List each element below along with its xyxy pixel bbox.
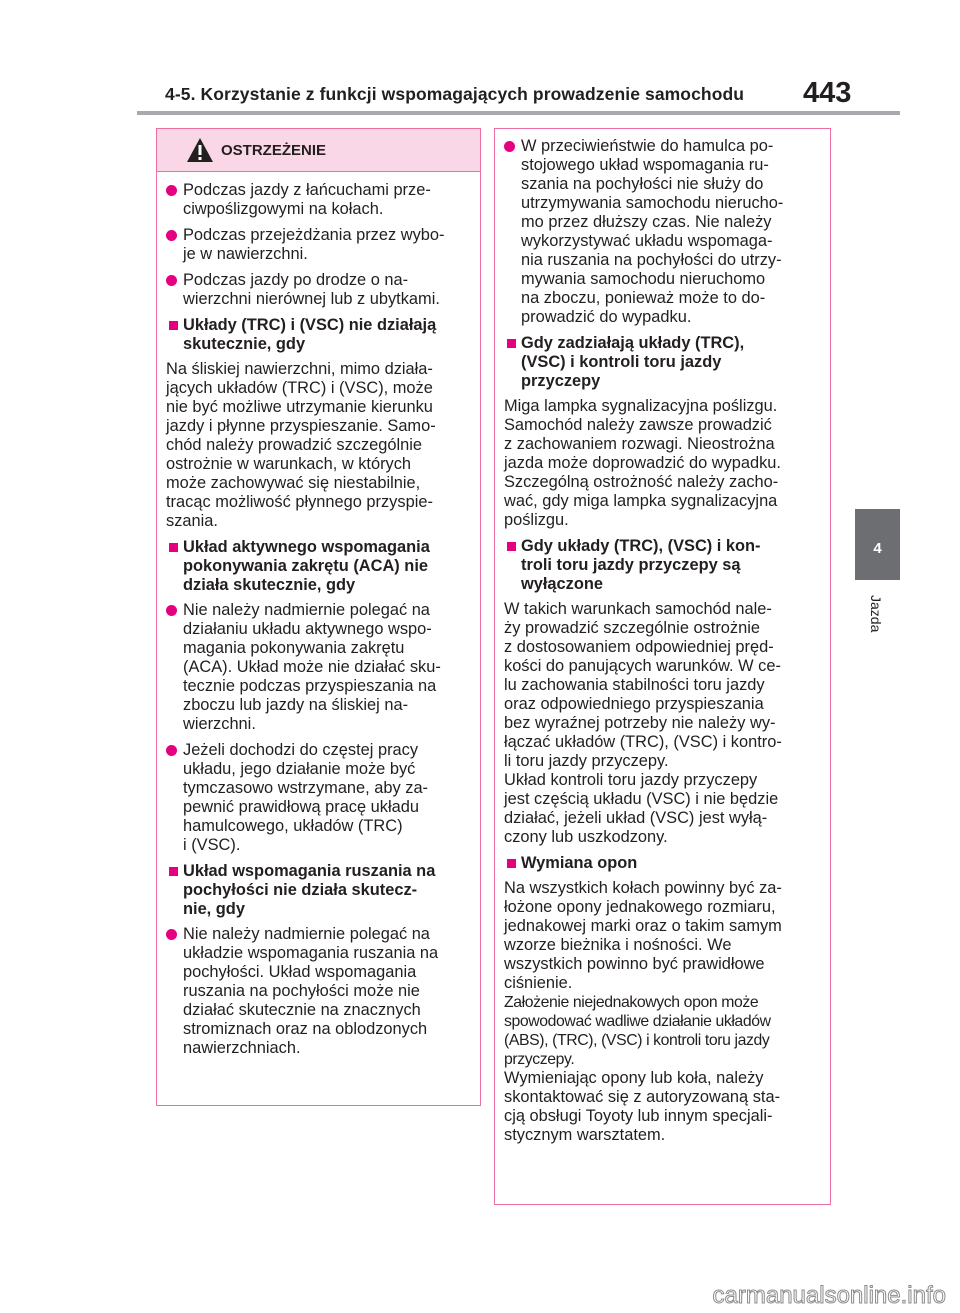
body-paragraph: Na śliskiej nawierzchni, mimo działa- jących układów (TRC) i (VSC), może nie być możliwe utrzymanie kierunku jazdy i płynne przyspieszanie. Samo- chód należy prowadzić szczególnie ostrożnie w warunkach, w których może zachowywać się niestabilnie, tracąc możliwość płynnego przyspie- szania. (166, 360, 436, 530)
section-heading: Układy (TRC) i (VSC) nie działają skutecznie, gdy (166, 316, 476, 354)
section-heading: Wymiana opon (504, 854, 826, 873)
warning-box-left (156, 128, 481, 1106)
section-heading: Układ aktywnego wspomagania pokonywania zakrętu (ACA) nie działa skutecznie, gdy (166, 538, 476, 595)
body-paragraph: W takich warunkach samochód nale- ży prowadzić szczególnie ostrożnie z dostosowaniem odpowiedniej pręd- kości do panujących warunków. W ce- lu zachowania stabilności toru jazdy oraz odpowiedniego przyspieszania bez wyraźnej potrzeby nie należy wy- łączać układów (TRC), (VSC) i kontro- li toru jazdy przyczepy. Układ kontroli toru jazdy przyczepy jest częścią układu (VSC) i nie będzie działać, jeżeli układ (VSC) jest wyłą- czony lub uszkodzony. (504, 600, 782, 846)
warning-body-left (166, 181, 476, 1065)
watermark (648, 1279, 948, 1311)
page-header-title: 4-5. Korzystanie z funkcji wspomagających prowadzenie samochodu (165, 84, 745, 104)
section-heading: Gdy układy (TRC), (VSC) i kon- troli toru jazdy przyczepy są wyłączone (504, 537, 826, 594)
warning-box-right (494, 128, 831, 1205)
warning-triangle-icon (186, 137, 214, 163)
bullet-item: Podczas przejeżdżania przez wybo- je w nawierzchni. (166, 226, 476, 264)
body-paragraph: Założenie niejednakowych opon może spowodować wadliwe działanie układów (ABS), (TRC), (VSC) i kontroli toru jazdy przyczepy. (504, 994, 771, 1068)
body-paragraph: Na wszystkich kołach powinny być za- łożone opony jednakowego rozmiaru, jednakowej marki oraz o takim samym wzorze bieżnika i nośności. We wszystkich powinno być prawidłowe ciśnienie. (504, 879, 782, 992)
warning-title: OSTRZEŻENIE (221, 142, 327, 159)
bullet-item: Podczas jazdy z łańcuchami prze- ciwpoślizgowymi na kołach. (166, 181, 476, 219)
bullet-item: Nie należy nadmiernie polegać na działaniu układu aktywnego wspo- magania pokonywania zakrętu (ACA). Układ może nie działać sku- tecznie podczas przyspieszania na zboczu lub jazdy na śliskiej na- wierzchni. (166, 601, 476, 734)
bullet-item: Jeżeli dochodzi do częstej pracy układu, jego działanie może być tymczasowo wstrzymane, aby za- pewnić prawidłową pracę układu hamulcowego, układów (TRC) i (VSC). (166, 741, 476, 855)
warning-body-right (504, 137, 826, 1152)
bullet-item: W przeciwieństwie do hamulca po- stojowego układ wspomagania ru- szania na pochyłości nie służy do utrzymywania samochodu nierucho- mo przez dłuższy czas. Nie należy wykorzystywać układu wspomaga- nia ruszania na pochyłości do utrzy- mywania samochodu nieruchomo na zboczu, ponieważ może to do- prowadzić do wypadku. (504, 137, 826, 327)
section-heading: Układ wspomagania ruszania na pochyłości nie działa skutecz- nie, gdy (166, 862, 476, 919)
chapter-label: Jazda (868, 595, 884, 633)
warning-header (157, 129, 480, 172)
body-paragraph: Wymieniając opony lub koła, należy skontaktować się z autoryzowaną sta- cją obsługi Toyoty lub innym specjali- stycznym warsztatem. (504, 1069, 781, 1144)
bullet-item: Nie należy nadmiernie polegać na układzie wspomagania ruszania na pochyłości. Układ wspomagania ruszania na pochyłości może nie działać skutecznie na znacznych stromiznach oraz na oblodzonych nawierzchniach. (166, 925, 476, 1058)
bullet-item: Podczas jazdy po drodze o na- wierzchni nierównej lub z ubytkami. (166, 271, 476, 309)
body-paragraph: Miga lampka sygnalizacyjna poślizgu. Samochód należy zawsze prowadzić z zachowaniem rozwagi. Nieostrożna jazda może doprowadzić do wypadku. Szczególną ostrożność należy zacho- wać, gdy miga lampka sygnalizacyjna poślizgu. (504, 397, 781, 529)
chapter-tab[interactable]: 4 (855, 509, 900, 580)
page-number: 443 (803, 77, 852, 109)
section-heading: Gdy zadziałają układy (TRC), (VSC) i kontroli toru jazdy przyczepy (504, 334, 826, 391)
watermark-text: carmanualsonline.info (712, 1282, 946, 1309)
header-divider (137, 111, 900, 115)
